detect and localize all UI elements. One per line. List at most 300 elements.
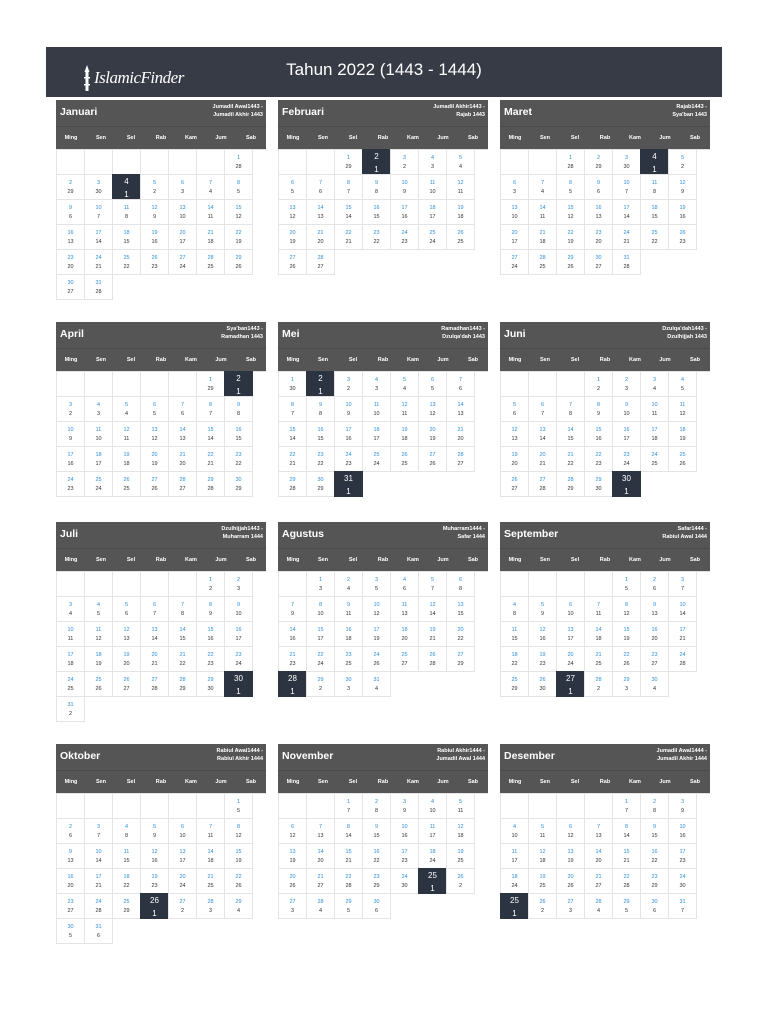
day-cell[interactable] bbox=[168, 893, 197, 919]
day-cell[interactable] bbox=[418, 596, 447, 622]
day-cell[interactable] bbox=[390, 868, 419, 894]
day-cell[interactable] bbox=[56, 471, 85, 497]
day-cell[interactable] bbox=[446, 149, 475, 175]
day-cell[interactable] bbox=[528, 843, 557, 869]
day-cell[interactable] bbox=[112, 421, 141, 447]
day-cell[interactable] bbox=[306, 646, 335, 672]
day-cell[interactable] bbox=[556, 174, 585, 200]
day-cell[interactable] bbox=[168, 446, 197, 472]
day-cell[interactable] bbox=[446, 396, 475, 422]
day-cell[interactable] bbox=[640, 596, 669, 622]
day-cell[interactable] bbox=[334, 396, 363, 422]
day-cell[interactable] bbox=[84, 646, 113, 672]
day-cell[interactable] bbox=[306, 571, 335, 597]
day-cell[interactable] bbox=[390, 224, 419, 250]
day-cell[interactable] bbox=[584, 843, 613, 869]
day-cell[interactable] bbox=[528, 174, 557, 200]
day-cell[interactable] bbox=[612, 199, 641, 225]
day-cell[interactable] bbox=[500, 671, 529, 697]
day-cell[interactable] bbox=[56, 918, 85, 944]
day-cell[interactable] bbox=[528, 396, 557, 422]
highlighted-day-cell[interactable] bbox=[224, 671, 253, 697]
day-cell[interactable] bbox=[390, 818, 419, 844]
day-cell[interactable] bbox=[612, 571, 641, 597]
day-cell[interactable] bbox=[140, 249, 169, 275]
day-cell[interactable] bbox=[84, 174, 113, 200]
day-cell[interactable] bbox=[84, 249, 113, 275]
day-cell[interactable] bbox=[500, 199, 529, 225]
day-cell[interactable] bbox=[362, 818, 391, 844]
day-cell[interactable] bbox=[196, 471, 225, 497]
day-cell[interactable] bbox=[612, 446, 641, 472]
day-cell[interactable] bbox=[84, 396, 113, 422]
day-cell[interactable] bbox=[612, 396, 641, 422]
day-cell[interactable] bbox=[668, 149, 697, 175]
day-cell[interactable] bbox=[584, 596, 613, 622]
day-cell[interactable] bbox=[612, 149, 641, 175]
day-cell[interactable] bbox=[640, 893, 669, 919]
day-cell[interactable] bbox=[334, 818, 363, 844]
day-cell[interactable] bbox=[306, 396, 335, 422]
day-cell[interactable] bbox=[584, 396, 613, 422]
day-cell[interactable] bbox=[224, 224, 253, 250]
day-cell[interactable] bbox=[418, 224, 447, 250]
day-cell[interactable] bbox=[640, 621, 669, 647]
day-cell[interactable] bbox=[196, 396, 225, 422]
day-cell[interactable] bbox=[584, 646, 613, 672]
day-cell[interactable] bbox=[390, 621, 419, 647]
day-cell[interactable] bbox=[668, 371, 697, 397]
day-cell[interactable] bbox=[196, 249, 225, 275]
day-cell[interactable] bbox=[528, 421, 557, 447]
day-cell[interactable] bbox=[584, 818, 613, 844]
day-cell[interactable] bbox=[224, 893, 253, 919]
day-cell[interactable] bbox=[556, 199, 585, 225]
day-cell[interactable] bbox=[196, 371, 225, 397]
day-cell[interactable] bbox=[278, 224, 307, 250]
day-cell[interactable] bbox=[84, 621, 113, 647]
day-cell[interactable] bbox=[278, 199, 307, 225]
day-cell[interactable] bbox=[112, 224, 141, 250]
day-cell[interactable] bbox=[140, 818, 169, 844]
day-cell[interactable] bbox=[500, 446, 529, 472]
day-cell[interactable] bbox=[334, 893, 363, 919]
day-cell[interactable] bbox=[56, 818, 85, 844]
day-cell[interactable] bbox=[584, 868, 613, 894]
highlighted-day-cell[interactable] bbox=[418, 868, 447, 894]
day-cell[interactable] bbox=[334, 149, 363, 175]
day-cell[interactable] bbox=[446, 199, 475, 225]
day-cell[interactable] bbox=[584, 446, 613, 472]
day-cell[interactable] bbox=[84, 918, 113, 944]
day-cell[interactable] bbox=[278, 174, 307, 200]
day-cell[interactable] bbox=[196, 621, 225, 647]
day-cell[interactable] bbox=[612, 421, 641, 447]
day-cell[interactable] bbox=[668, 571, 697, 597]
day-cell[interactable] bbox=[196, 818, 225, 844]
day-cell[interactable] bbox=[390, 793, 419, 819]
highlighted-day-cell[interactable] bbox=[140, 893, 169, 919]
day-cell[interactable] bbox=[612, 249, 641, 275]
day-cell[interactable] bbox=[556, 596, 585, 622]
day-cell[interactable] bbox=[112, 199, 141, 225]
highlighted-day-cell[interactable] bbox=[306, 371, 335, 397]
day-cell[interactable] bbox=[278, 421, 307, 447]
day-cell[interactable] bbox=[584, 199, 613, 225]
day-cell[interactable] bbox=[224, 421, 253, 447]
highlighted-day-cell[interactable] bbox=[556, 671, 585, 697]
day-cell[interactable] bbox=[446, 793, 475, 819]
day-cell[interactable] bbox=[84, 893, 113, 919]
day-cell[interactable] bbox=[140, 621, 169, 647]
day-cell[interactable] bbox=[584, 224, 613, 250]
day-cell[interactable] bbox=[584, 893, 613, 919]
day-cell[interactable] bbox=[196, 671, 225, 697]
day-cell[interactable] bbox=[500, 224, 529, 250]
day-cell[interactable] bbox=[224, 868, 253, 894]
day-cell[interactable] bbox=[334, 646, 363, 672]
day-cell[interactable] bbox=[528, 446, 557, 472]
day-cell[interactable] bbox=[306, 868, 335, 894]
day-cell[interactable] bbox=[278, 596, 307, 622]
day-cell[interactable] bbox=[390, 421, 419, 447]
day-cell[interactable] bbox=[196, 174, 225, 200]
day-cell[interactable] bbox=[500, 843, 529, 869]
day-cell[interactable] bbox=[362, 646, 391, 672]
highlighted-day-cell[interactable] bbox=[224, 371, 253, 397]
day-cell[interactable] bbox=[362, 596, 391, 622]
day-cell[interactable] bbox=[196, 199, 225, 225]
day-cell[interactable] bbox=[668, 446, 697, 472]
day-cell[interactable] bbox=[56, 274, 85, 300]
day-cell[interactable] bbox=[334, 446, 363, 472]
day-cell[interactable] bbox=[528, 199, 557, 225]
day-cell[interactable] bbox=[668, 868, 697, 894]
day-cell[interactable] bbox=[84, 671, 113, 697]
day-cell[interactable] bbox=[390, 174, 419, 200]
day-cell[interactable] bbox=[112, 868, 141, 894]
day-cell[interactable] bbox=[640, 646, 669, 672]
day-cell[interactable] bbox=[196, 646, 225, 672]
day-cell[interactable] bbox=[306, 421, 335, 447]
day-cell[interactable] bbox=[500, 249, 529, 275]
day-cell[interactable] bbox=[556, 843, 585, 869]
day-cell[interactable] bbox=[500, 868, 529, 894]
day-cell[interactable] bbox=[140, 843, 169, 869]
day-cell[interactable] bbox=[56, 421, 85, 447]
day-cell[interactable] bbox=[306, 621, 335, 647]
day-cell[interactable] bbox=[196, 224, 225, 250]
day-cell[interactable] bbox=[140, 671, 169, 697]
day-cell[interactable] bbox=[56, 843, 85, 869]
day-cell[interactable] bbox=[168, 868, 197, 894]
day-cell[interactable] bbox=[556, 446, 585, 472]
highlighted-day-cell[interactable] bbox=[278, 671, 307, 697]
day-cell[interactable] bbox=[168, 621, 197, 647]
day-cell[interactable] bbox=[224, 471, 253, 497]
day-cell[interactable] bbox=[390, 371, 419, 397]
day-cell[interactable] bbox=[306, 224, 335, 250]
day-cell[interactable] bbox=[84, 596, 113, 622]
day-cell[interactable] bbox=[278, 471, 307, 497]
day-cell[interactable] bbox=[446, 596, 475, 622]
day-cell[interactable] bbox=[362, 843, 391, 869]
day-cell[interactable] bbox=[500, 471, 529, 497]
highlighted-day-cell[interactable] bbox=[112, 174, 141, 200]
day-cell[interactable] bbox=[140, 471, 169, 497]
day-cell[interactable] bbox=[640, 396, 669, 422]
day-cell[interactable] bbox=[640, 843, 669, 869]
day-cell[interactable] bbox=[446, 621, 475, 647]
day-cell[interactable] bbox=[362, 174, 391, 200]
day-cell[interactable] bbox=[612, 371, 641, 397]
day-cell[interactable] bbox=[584, 371, 613, 397]
day-cell[interactable] bbox=[196, 893, 225, 919]
day-cell[interactable] bbox=[224, 571, 253, 597]
day-cell[interactable] bbox=[418, 446, 447, 472]
day-cell[interactable] bbox=[556, 818, 585, 844]
day-cell[interactable] bbox=[612, 174, 641, 200]
day-cell[interactable] bbox=[306, 893, 335, 919]
day-cell[interactable] bbox=[84, 199, 113, 225]
day-cell[interactable] bbox=[640, 868, 669, 894]
day-cell[interactable] bbox=[390, 843, 419, 869]
day-cell[interactable] bbox=[418, 793, 447, 819]
day-cell[interactable] bbox=[584, 671, 613, 697]
day-cell[interactable] bbox=[84, 868, 113, 894]
day-cell[interactable] bbox=[668, 843, 697, 869]
day-cell[interactable] bbox=[668, 646, 697, 672]
day-cell[interactable] bbox=[306, 843, 335, 869]
day-cell[interactable] bbox=[362, 893, 391, 919]
day-cell[interactable] bbox=[584, 421, 613, 447]
day-cell[interactable] bbox=[584, 149, 613, 175]
day-cell[interactable] bbox=[446, 868, 475, 894]
day-cell[interactable] bbox=[112, 471, 141, 497]
day-cell[interactable] bbox=[446, 646, 475, 672]
day-cell[interactable] bbox=[418, 396, 447, 422]
day-cell[interactable] bbox=[168, 174, 197, 200]
day-cell[interactable] bbox=[640, 571, 669, 597]
day-cell[interactable] bbox=[640, 174, 669, 200]
day-cell[interactable] bbox=[640, 199, 669, 225]
day-cell[interactable] bbox=[556, 471, 585, 497]
day-cell[interactable] bbox=[56, 621, 85, 647]
day-cell[interactable] bbox=[306, 174, 335, 200]
day-cell[interactable] bbox=[56, 646, 85, 672]
day-cell[interactable] bbox=[612, 671, 641, 697]
day-cell[interactable] bbox=[334, 621, 363, 647]
day-cell[interactable] bbox=[56, 396, 85, 422]
day-cell[interactable] bbox=[668, 596, 697, 622]
day-cell[interactable] bbox=[640, 421, 669, 447]
day-cell[interactable] bbox=[390, 571, 419, 597]
day-cell[interactable] bbox=[278, 621, 307, 647]
day-cell[interactable] bbox=[390, 199, 419, 225]
day-cell[interactable] bbox=[168, 646, 197, 672]
day-cell[interactable] bbox=[56, 224, 85, 250]
day-cell[interactable] bbox=[84, 446, 113, 472]
day-cell[interactable] bbox=[362, 671, 391, 697]
day-cell[interactable] bbox=[362, 371, 391, 397]
day-cell[interactable] bbox=[112, 893, 141, 919]
day-cell[interactable] bbox=[612, 818, 641, 844]
day-cell[interactable] bbox=[584, 249, 613, 275]
day-cell[interactable] bbox=[112, 843, 141, 869]
day-cell[interactable] bbox=[196, 446, 225, 472]
day-cell[interactable] bbox=[306, 446, 335, 472]
day-cell[interactable] bbox=[334, 843, 363, 869]
day-cell[interactable] bbox=[140, 646, 169, 672]
day-cell[interactable] bbox=[612, 893, 641, 919]
day-cell[interactable] bbox=[584, 174, 613, 200]
day-cell[interactable] bbox=[84, 843, 113, 869]
day-cell[interactable] bbox=[278, 446, 307, 472]
day-cell[interactable] bbox=[168, 199, 197, 225]
day-cell[interactable] bbox=[168, 421, 197, 447]
day-cell[interactable] bbox=[528, 621, 557, 647]
day-cell[interactable] bbox=[84, 224, 113, 250]
day-cell[interactable] bbox=[500, 646, 529, 672]
day-cell[interactable] bbox=[278, 893, 307, 919]
day-cell[interactable] bbox=[306, 596, 335, 622]
day-cell[interactable] bbox=[334, 199, 363, 225]
day-cell[interactable] bbox=[362, 421, 391, 447]
day-cell[interactable] bbox=[196, 843, 225, 869]
day-cell[interactable] bbox=[418, 421, 447, 447]
day-cell[interactable] bbox=[168, 249, 197, 275]
day-cell[interactable] bbox=[56, 671, 85, 697]
day-cell[interactable] bbox=[640, 671, 669, 697]
day-cell[interactable] bbox=[418, 199, 447, 225]
highlighted-day-cell[interactable] bbox=[362, 149, 391, 175]
day-cell[interactable] bbox=[306, 249, 335, 275]
day-cell[interactable] bbox=[278, 843, 307, 869]
day-cell[interactable] bbox=[528, 249, 557, 275]
day-cell[interactable] bbox=[418, 646, 447, 672]
day-cell[interactable] bbox=[84, 274, 113, 300]
day-cell[interactable] bbox=[334, 174, 363, 200]
day-cell[interactable] bbox=[612, 868, 641, 894]
day-cell[interactable] bbox=[224, 596, 253, 622]
day-cell[interactable] bbox=[224, 621, 253, 647]
day-cell[interactable] bbox=[556, 149, 585, 175]
day-cell[interactable] bbox=[612, 621, 641, 647]
day-cell[interactable] bbox=[418, 149, 447, 175]
day-cell[interactable] bbox=[224, 446, 253, 472]
day-cell[interactable] bbox=[556, 893, 585, 919]
day-cell[interactable] bbox=[56, 199, 85, 225]
day-cell[interactable] bbox=[528, 646, 557, 672]
day-cell[interactable] bbox=[640, 793, 669, 819]
day-cell[interactable] bbox=[306, 199, 335, 225]
day-cell[interactable] bbox=[500, 421, 529, 447]
day-cell[interactable] bbox=[556, 868, 585, 894]
day-cell[interactable] bbox=[640, 446, 669, 472]
day-cell[interactable] bbox=[362, 199, 391, 225]
day-cell[interactable] bbox=[500, 818, 529, 844]
day-cell[interactable] bbox=[612, 224, 641, 250]
day-cell[interactable] bbox=[612, 646, 641, 672]
day-cell[interactable] bbox=[556, 396, 585, 422]
day-cell[interactable] bbox=[584, 621, 613, 647]
day-cell[interactable] bbox=[556, 249, 585, 275]
day-cell[interactable] bbox=[140, 868, 169, 894]
day-cell[interactable] bbox=[556, 224, 585, 250]
day-cell[interactable] bbox=[224, 396, 253, 422]
day-cell[interactable] bbox=[224, 818, 253, 844]
day-cell[interactable] bbox=[168, 224, 197, 250]
day-cell[interactable] bbox=[446, 174, 475, 200]
day-cell[interactable] bbox=[668, 224, 697, 250]
day-cell[interactable] bbox=[640, 818, 669, 844]
day-cell[interactable] bbox=[168, 396, 197, 422]
highlighted-day-cell[interactable] bbox=[500, 893, 529, 919]
day-cell[interactable] bbox=[334, 793, 363, 819]
day-cell[interactable] bbox=[168, 843, 197, 869]
day-cell[interactable] bbox=[528, 893, 557, 919]
day-cell[interactable] bbox=[362, 446, 391, 472]
day-cell[interactable] bbox=[362, 621, 391, 647]
day-cell[interactable] bbox=[112, 671, 141, 697]
day-cell[interactable] bbox=[140, 199, 169, 225]
day-cell[interactable] bbox=[418, 621, 447, 647]
day-cell[interactable] bbox=[306, 818, 335, 844]
day-cell[interactable] bbox=[418, 571, 447, 597]
day-cell[interactable] bbox=[362, 224, 391, 250]
day-cell[interactable] bbox=[224, 149, 253, 175]
day-cell[interactable] bbox=[306, 671, 335, 697]
day-cell[interactable] bbox=[278, 396, 307, 422]
day-cell[interactable] bbox=[56, 696, 85, 722]
day-cell[interactable] bbox=[112, 596, 141, 622]
day-cell[interactable] bbox=[334, 596, 363, 622]
day-cell[interactable] bbox=[196, 571, 225, 597]
day-cell[interactable] bbox=[668, 621, 697, 647]
day-cell[interactable] bbox=[168, 818, 197, 844]
day-cell[interactable] bbox=[224, 174, 253, 200]
day-cell[interactable] bbox=[500, 596, 529, 622]
day-cell[interactable] bbox=[446, 421, 475, 447]
day-cell[interactable] bbox=[362, 396, 391, 422]
day-cell[interactable] bbox=[140, 224, 169, 250]
day-cell[interactable] bbox=[334, 224, 363, 250]
highlighted-day-cell[interactable] bbox=[334, 471, 363, 497]
day-cell[interactable] bbox=[362, 571, 391, 597]
day-cell[interactable] bbox=[640, 224, 669, 250]
day-cell[interactable] bbox=[334, 671, 363, 697]
day-cell[interactable] bbox=[390, 149, 419, 175]
day-cell[interactable] bbox=[446, 818, 475, 844]
day-cell[interactable] bbox=[446, 571, 475, 597]
day-cell[interactable] bbox=[418, 174, 447, 200]
day-cell[interactable] bbox=[224, 199, 253, 225]
day-cell[interactable] bbox=[668, 174, 697, 200]
day-cell[interactable] bbox=[334, 371, 363, 397]
day-cell[interactable] bbox=[418, 371, 447, 397]
day-cell[interactable] bbox=[140, 446, 169, 472]
highlighted-day-cell[interactable] bbox=[640, 149, 669, 175]
day-cell[interactable] bbox=[168, 596, 197, 622]
day-cell[interactable] bbox=[140, 174, 169, 200]
day-cell[interactable] bbox=[418, 843, 447, 869]
day-cell[interactable] bbox=[278, 249, 307, 275]
day-cell[interactable] bbox=[140, 421, 169, 447]
day-cell[interactable] bbox=[112, 446, 141, 472]
day-cell[interactable] bbox=[140, 596, 169, 622]
day-cell[interactable] bbox=[224, 793, 253, 819]
day-cell[interactable] bbox=[584, 471, 613, 497]
